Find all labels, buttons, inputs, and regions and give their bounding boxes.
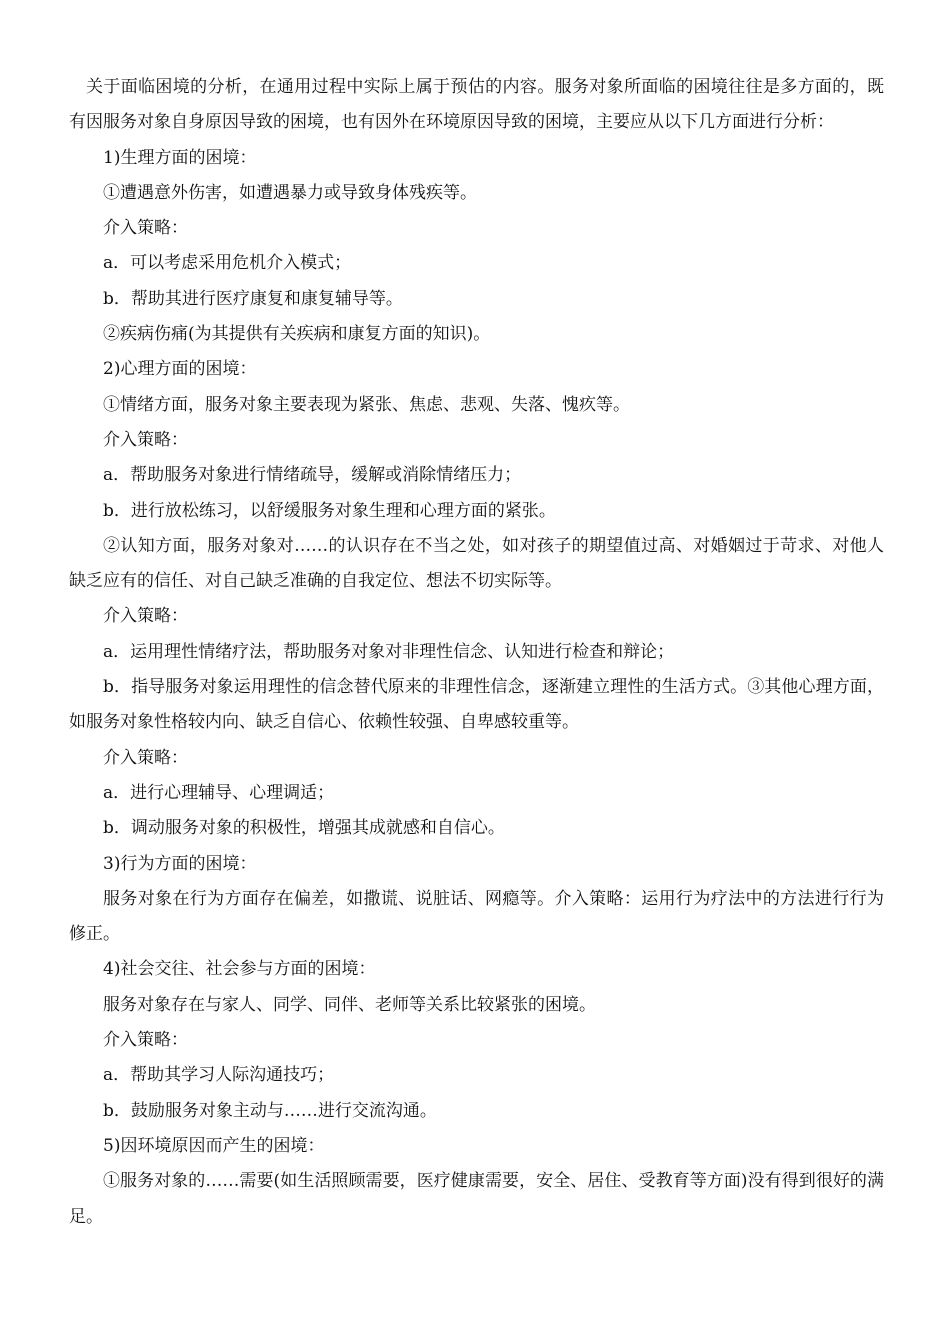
strategy-item: a．进行心理辅导、心理调适； [103,782,335,803]
strategy-label: 介入策略： [103,218,188,239]
strategy-item: b．调动服务对象的积极性，增强其成就感和自信心。 [103,818,505,839]
paragraph: ①遭遇意外伤害，如遭遇暴力或导致身体残疾等。 [103,182,477,203]
section-heading-environmental: 5)因环境原因而产生的困境： [103,1135,325,1156]
paragraph: ①情绪方面，服务对象主要表现为紧张、焦虑、悲观、失落、愧疚等。 [103,394,630,415]
section-heading-behavioral: 3)行为方面的困境： [103,853,257,874]
strategy-item: a．帮助其学习人际沟通技巧； [103,1065,335,1086]
strategy-label: 介入策略： [103,429,188,450]
strategy-label: 介入策略： [103,606,188,627]
strategy-item: a．帮助服务对象进行情绪疏导，缓解或消除情绪压力； [103,465,522,486]
paragraph: 服务对象在行为方面存在偏差，如撒谎、说脏话、网瘾等。介入策略：运用行为疗法中的方法进行行为修正。 [69,888,884,945]
paragraph: ②认知方面，服务对象对……的认识存在不当之处，如对孩子的期望值过高、对婚姻过于苛求、对他人缺乏应有的信任、对自己缺乏准确的自我定位、想法不切实际等。 [69,535,884,592]
section-heading-physiological: 1)生理方面的困境： [103,147,257,168]
paragraph: ①服务对象的……需要(如生活照顾需要，医疗健康需要，安全、居住、受教育等方面)没有得到很好的满足。 [69,1171,884,1227]
section-heading-social: 4)社会交往、社会参与方面的困境： [103,959,376,980]
section-heading-psychological: 2)心理方面的困境： [103,359,257,380]
paragraph: 服务对象存在与家人、同学、同伴、老师等关系比较紧张的困境。 [103,994,596,1015]
strategy-label: 介入策略： [103,747,188,768]
strategy-item: a．可以考虑采用危机介入模式； [103,253,352,274]
strategy-item: b．进行放松练习，以舒缓服务对象生理和心理方面的紧张。 [103,500,556,521]
paragraph: ②疾病伤痛(为其提供有关疾病和康复方面的知识)。 [103,324,491,345]
strategy-item: b．鼓励服务对象主动与……进行交流沟通。 [103,1100,437,1121]
strategy-label: 介入策略： [103,1030,188,1051]
strategy-item: b．指导服务对象运用理性的信念替代原来的非理性信念，逐渐建立理性的生活方式。③其他心理方面，如服务对象性格较内向、缺乏自信心、依赖性较强、自卑感较重等。 [69,677,884,733]
intro-paragraph: 关于面临困境的分析，在通用过程中实际上属于预估的内容。服务对象所面临的困境往往是多方面的，既有因服务对象自身原因导致的困境，也有因外在环境原因导致的困境，主要应从以下几方面进行分析： [69,77,884,133]
document-body [69,70,884,1235]
strategy-item: a．运用理性情绪疗法，帮助服务对象对非理性信念、认知进行检查和辩论； [103,641,675,662]
strategy-item: b．帮助其进行医疗康复和康复辅导等。 [103,288,403,309]
